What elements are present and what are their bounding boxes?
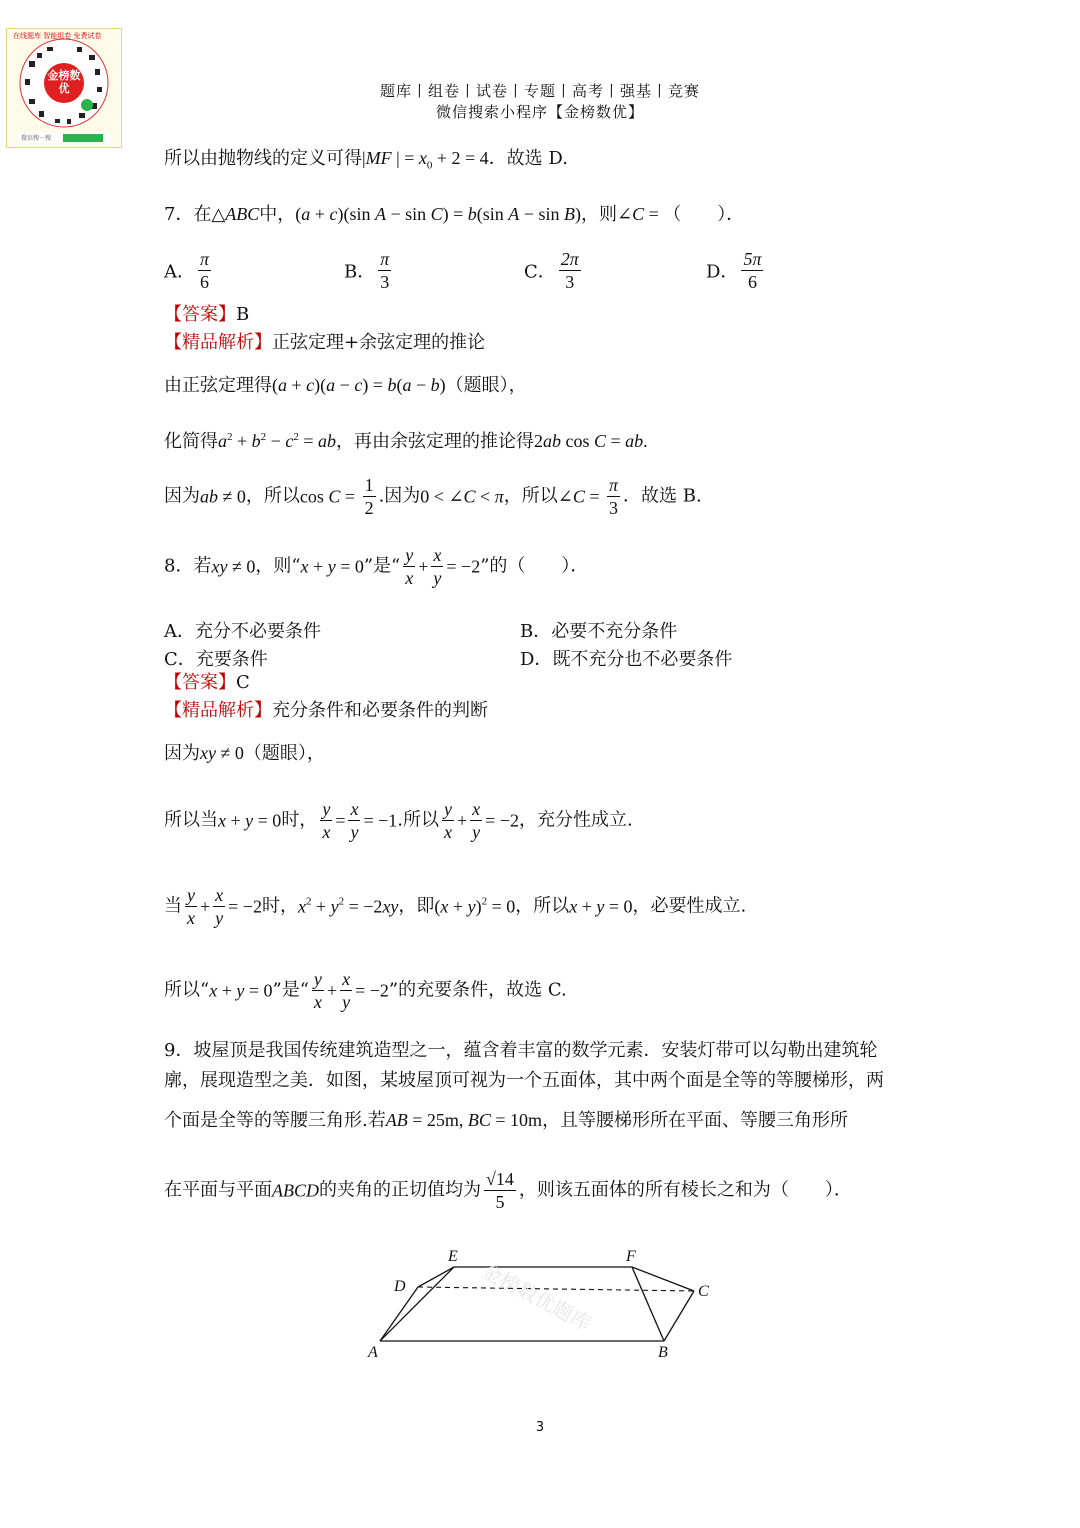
logo-footer-text: 微信搜一搜 bbox=[21, 135, 52, 142]
page-number: 3 bbox=[535, 1420, 545, 1435]
q8-analysis-line3: 当 $\frac{y}{x}$ + $\frac{x}{y}$ = −2时，$x^2 + y^2 = -2xy$，即$(x + y)^2 = 0$，所以x + y = 0，必要性成立. bbox=[164, 885, 747, 928]
q7-option-a[interactable]: A． $\frac{\pi}{6}$ bbox=[164, 249, 210, 292]
q9-line1: 9．坡屋顶是我国传统建筑造型之一，蕴含着丰富的数学元素．安装灯带可以勾勒出建筑轮 bbox=[164, 1040, 878, 1061]
q8-stem: 8．若xy ≠ 0，则“x + y = 0”是“ $\frac{y}{x}$ + $\frac{x}{y}$ = −2”的（ ）． bbox=[164, 545, 589, 588]
q7-analysis-title: 【精品解析】正弦定理+余弦定理的推论 bbox=[164, 332, 486, 353]
q8-answer: 【答案】C bbox=[164, 672, 250, 693]
logo-center-text: 金榜数优 bbox=[47, 69, 81, 95]
q9-line4: 在平面与平面ABCD的夹角的正切值均为 $\frac{√14}{5}$ ，则该五面体的所有棱长之和为（ ）． bbox=[164, 1169, 852, 1212]
label-b: B bbox=[658, 1344, 668, 1361]
logo-ring-text: 在线题库 智能组卷 免费试卷 bbox=[13, 32, 102, 40]
q7-analysis-line2: 化简得$a^2 + b^2 - c^2$ = ab，再由余弦定理的推论得2ab cos C = ab. bbox=[164, 431, 648, 452]
q9-line3: 个面是全等的等腰三角形.若AB = 25m, BC = 10m，且等腰梯形所在平面、等腰三角形所 bbox=[164, 1110, 849, 1131]
label-e: E bbox=[448, 1248, 458, 1265]
watermark: 金榜数优题库 bbox=[477, 1258, 595, 1336]
q7-answer: 【答案】B bbox=[164, 304, 250, 325]
edge-bc bbox=[664, 1291, 694, 1341]
q9-line2: 廓，展现造型之美．如图，某坡屋顶可视为一个五面体，其中两个面是全等的等腰梯形，两 bbox=[164, 1070, 884, 1091]
q8-analysis-line4: 所以“x + y = 0”是“ $\frac{y}{x}$ + $\frac{x}{y}$ = −2”的充要条件，故选 C. bbox=[164, 969, 567, 1012]
q7-option-b[interactable]: B． $\frac{\pi}{3}$ bbox=[344, 249, 390, 292]
q7-stem: 7．在△ABC中，(a + c)(sin A − sin C) = b(sin A − sin B)，则∠C = （ ）． bbox=[164, 204, 745, 225]
edge-ae bbox=[380, 1267, 454, 1341]
header-nav: 题库丨组卷丨试卷丨专题丨高考丨强基丨竞赛 bbox=[379, 82, 700, 100]
label-c: C bbox=[698, 1283, 709, 1300]
label-a: A bbox=[368, 1344, 378, 1361]
q9-roof-figure bbox=[360, 1245, 730, 1365]
q8-option-c[interactable]: C．充要条件 bbox=[164, 649, 268, 670]
label-d: D bbox=[394, 1278, 406, 1295]
q7-option-d[interactable]: D． $\frac{5\pi}{6}$ bbox=[706, 249, 762, 292]
q8-option-d[interactable]: D．既不充分也不必要条件 bbox=[520, 649, 733, 670]
hidden-edge-dc bbox=[418, 1287, 694, 1291]
q8-analysis-title: 【精品解析】充分条件和必要条件的判断 bbox=[164, 700, 488, 721]
edge-de bbox=[418, 1267, 454, 1287]
prev-conclusion: 所以由抛物线的定义可得|MF | = $x_0 + 2 = 4$．故选 D. bbox=[164, 148, 568, 172]
label-f: F bbox=[626, 1248, 636, 1265]
q8-option-b[interactable]: B．必要不充分条件 bbox=[520, 621, 678, 642]
q7-analysis-line3: 因为ab ≠ 0，所以cos C = $\frac{1}{2}$ .因为0 < ∠C < π，所以∠C = $\frac{\pi}{3}$ ．故选 B. bbox=[164, 475, 702, 518]
q8-option-a[interactable]: A．充分不必要条件 bbox=[164, 621, 321, 642]
header-subtitle: 微信搜索小程序【金榜数优】 bbox=[435, 103, 644, 121]
q7-analysis-line1: 由正弦定理得(a + c)(a − c) = b(a − b)（题眼）， bbox=[164, 375, 527, 396]
edge-ad bbox=[380, 1287, 418, 1341]
q8-analysis-line1: 因为xy ≠ 0（题眼）， bbox=[164, 743, 325, 764]
q7-option-c[interactable]: C． $\frac{2\pi}{3}$ bbox=[524, 249, 579, 292]
q8-analysis-line2: 所以当x + y = 0时， $\frac{y}{x}$ = $\frac{x}{y}$ = −1.所以 $\frac{y}{x}$ + $\frac{x}{y}$ = −2，充分性成立. bbox=[164, 799, 633, 842]
